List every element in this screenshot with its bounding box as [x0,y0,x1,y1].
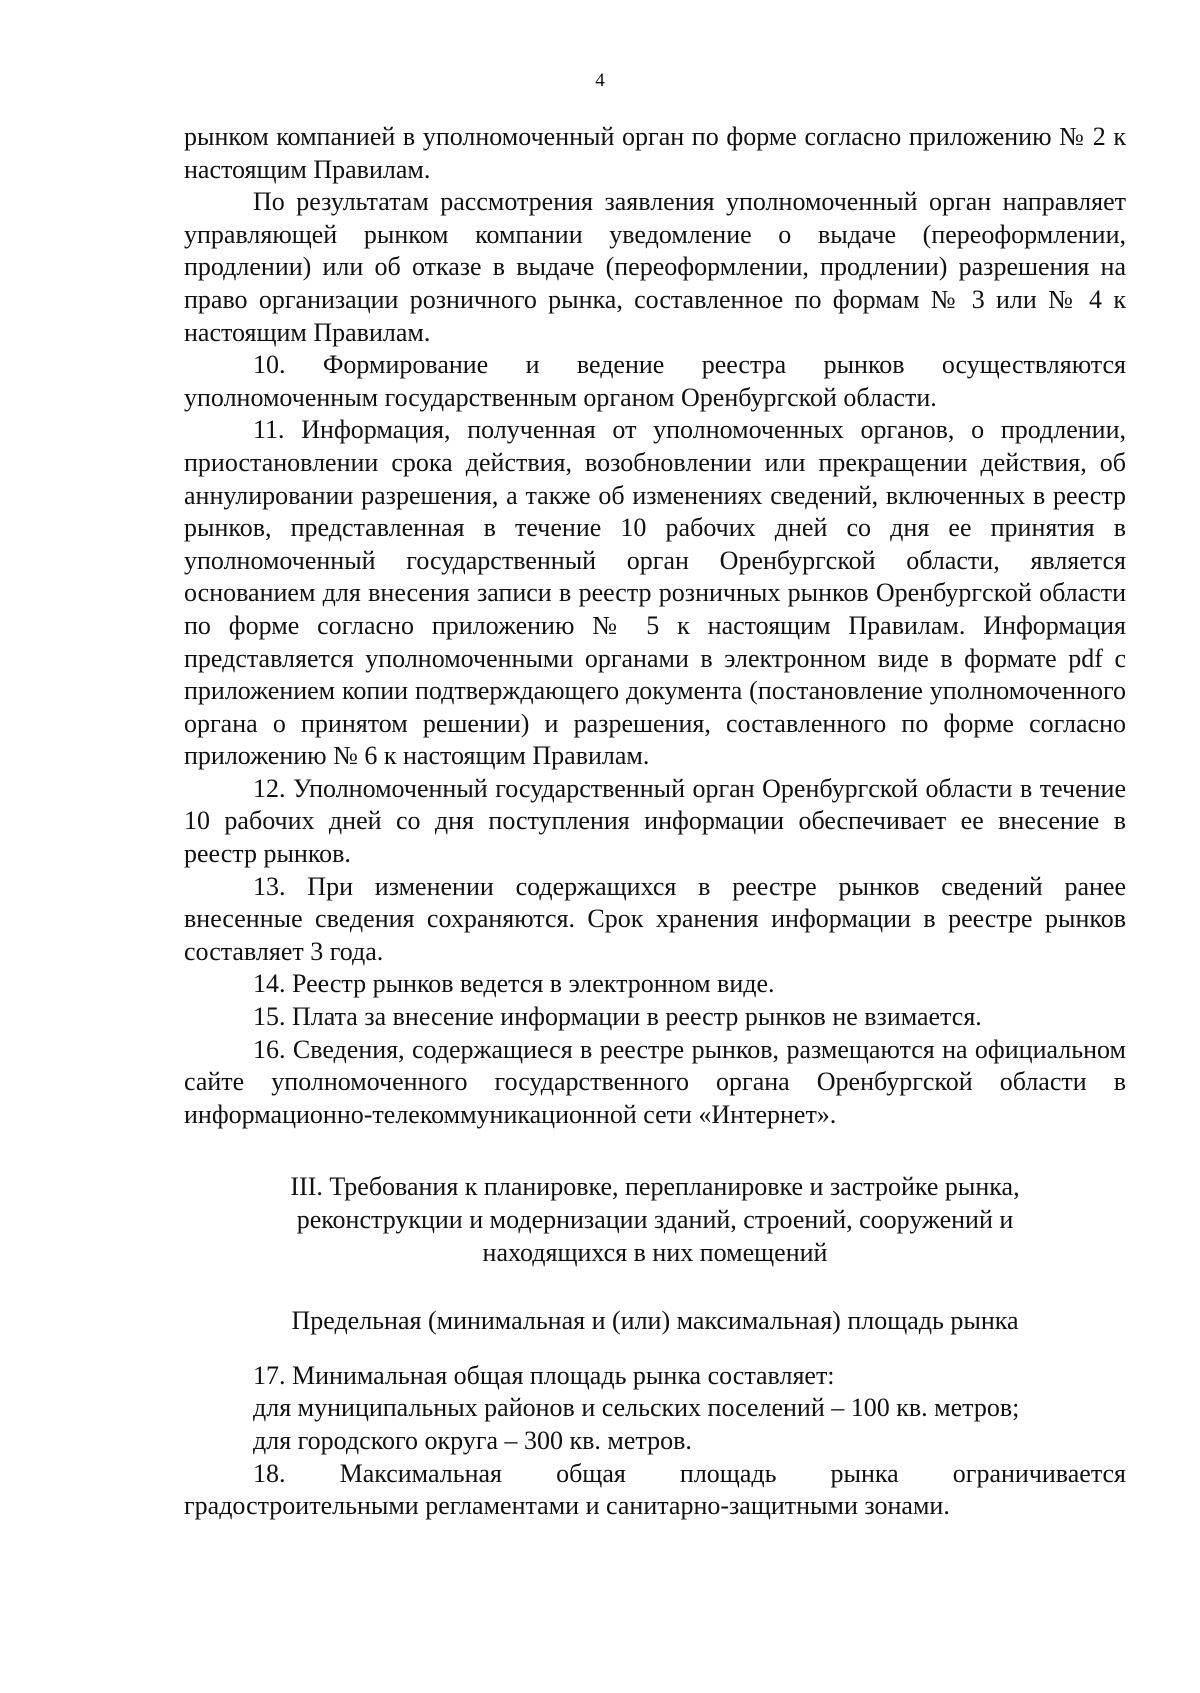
section-heading-line: находящихся в них помещений [482,1237,828,1267]
section-heading-line: реконструкции и модернизации зданий, строений, сооружений и [296,1205,1014,1234]
section-heading-line: III. Требования к планировке, перепланировке и застройке рынка, [290,1172,1020,1202]
paragraph: По результатам рассмотрения заявления уполномоченный орган направляет управляющей рынком компании уведомление о выдаче (переоформлении, продлении) или об отказе в выдаче (переоформлении, продлении) разрешения на право организации розничного рынка, составленное по формам № 3 или № 4 к настоящим Правилам. [184,187,1126,347]
paragraph: 11. Информация, полученная от уполномоченных органов, о продлении, приостановлении срока действия, возобновлении или прекращении действия, об аннулировании разрешения, а также об изменениях сведений, включенных в реестр рынков, представленная в течение 10 рабочих дней со дня ее принятия в уполномоченный государственный орган Оренбургской области, является основанием для внесения записи в реестр розничных рынков Оренбургской области по форме согласно приложению № 5 к настоящим Правилам. Информация представляется уполномоченными органами в электронном виде в формате pdf с приложением копии подтверждающего документа (постановление уполномоченного органа о принятом решении) и разрешения, составленного по форме согласно приложению № 6 к настоящим Правилам. [184,415,1126,771]
item-17-line: для городского округа – 300 кв. метров. [253,1425,692,1455]
sub-heading-text: Предельная (минимальная и (или) максимальная) площадь рынка [291,1306,1019,1336]
paragraph: 16. Сведения, содержащиеся в реестре рынков, размещаются на официальном сайте уполномоченного государственного органа Оренбургской области в информационно-телекоммуникационной сети «Интернет». [184,1034,1126,1129]
page-number: 4 [595,70,605,91]
section-heading-iii [184,1171,1126,1269]
sub-heading-market-area [184,1305,1126,1338]
item-17 [184,1360,1126,1458]
paragraph: 12. Уполномоченный государственный орган Оренбургской области в течение 10 рабочих дней со дня поступления информации обеспечивает ее внесение в реестр рынков. [184,773,1126,869]
paragraph: 13. При изменении содержащихся в реестре рынков сведений ранее внесенные сведения сохраняются. Срок хранения информации в реестре рынков составляет 3 года. [184,871,1126,966]
paragraph: 10. Формирование и ведение реестра рынков осуществляются уполномоченным государственным органом Оренбургской области. [184,350,1126,412]
paragraph: 14. Реестр рынков ведется в электронном виде. [253,969,775,999]
item-17-line: 17. Минимальная общая площадь рынка составляет: [253,1360,835,1390]
item-17-line: для муниципальных районов и сельских поселений – 100 кв. метров; [253,1393,1020,1423]
paragraph: рынком компанией в уполномоченный орган по форме согласно приложению № 2 к настоящим Правилам. [184,122,1126,184]
document-body [184,121,1126,1523]
paragraph-group-registry [184,121,1126,1131]
item-18: 18. Максимальная общая площадь рынка ограничивается градостроительными регламентами и санитарно-защитными зонами. [184,1458,1126,1521]
paragraph: 15. Плата за внесение информации в реестр рынков не взимается. [253,1002,982,1032]
